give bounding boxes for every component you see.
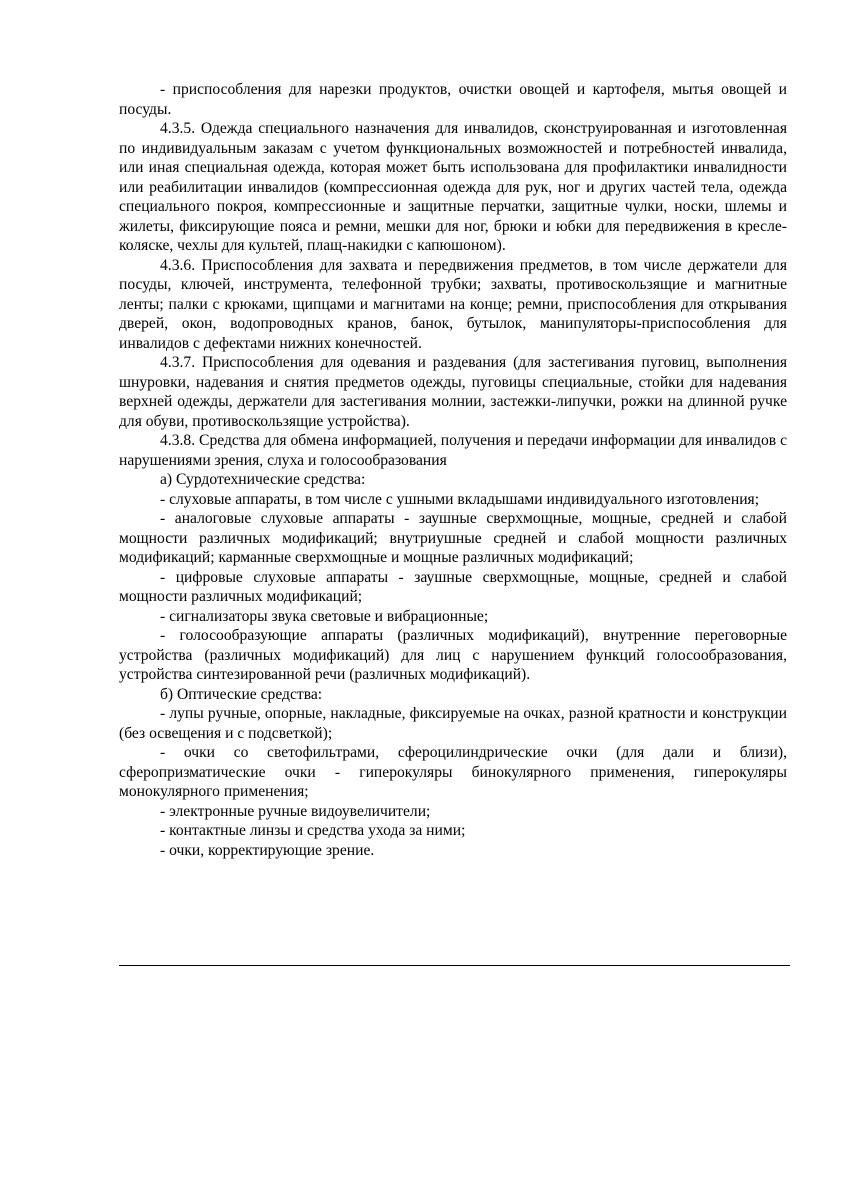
paragraph-magnifiers: - лупы ручные, опорные, накладные, фиксируемые на очках, разной кратности и конструкции (без освещения и с подсветкой);: [119, 705, 787, 742]
paragraph-surdotechnical-heading: а) Сурдотехнические средства:: [160, 471, 366, 488]
paragraph-voice-devices: - голосообразующие аппараты (различных модификаций), внутренние переговорные устройства (различных модификаций) для лиц с нарушением функций голосообразования, устройства синтезированной речи (различных модификаций).: [119, 627, 787, 683]
paragraph-corrective-glasses: - очки, корректирующие зрение.: [160, 841, 375, 859]
paragraph-hearing-aids: - слуховые аппараты, в том числе с ушными вкладышами индивидуального изготовления;: [160, 490, 760, 508]
paragraph-digital-hearing-aids: - цифровые слуховые аппараты - заушные сверхмощные, мощные, средней и слабой мощности различных модификаций;: [119, 568, 787, 605]
paragraph-4-3-5: 4.3.5. Одежда специального назначения для инвалидов, сконструированная и изготовленная по индивидуальным заказам с учетом функциональных возможностей и потребностей инвалида, или иная специальная одежда, которая может быть использована для профилактики инвалидности или реабилитации инвалидов (компрессионная одежда для рук, ног и других частей тела, одежда специального покроя, компрессионные и защитные перчатки, защитные чулки, носки, шлемы и жилеты, фиксирующие пояса и ремни, мешки для ног, брюки и юбки для передвижения в кресле-коляске, чехлы для культей, плащ-накидки с капюшоном).: [119, 120, 787, 254]
paragraph-contact-lenses: - контактные линзы и средства ухода за ними;: [160, 822, 466, 839]
paragraph-optical-heading: б) Оптические средства:: [160, 685, 323, 703]
footer-divider: [119, 965, 790, 966]
paragraph-signalers: - сигнализаторы звука световые и вибрационные;: [160, 607, 489, 625]
document-body: [119, 80, 787, 860]
paragraph-video-magnifiers: - электронные ручные видоувеличители;: [160, 802, 431, 820]
paragraph-special-glasses: - очки со светофильтрами, сфероцилиндрические очки (для дали и близи), сферопризматические очки - гиперокуляры бинокулярного применения, гиперокуляры монокулярного применения;: [119, 744, 787, 800]
paragraph-kitchen-aids: - приспособления для нарезки продуктов, очистки овощей и картофеля, мытья овощей и посуды.: [119, 81, 787, 118]
paragraph-4-3-6: 4.3.6. Приспособления для захвата и передвижения предметов, в том числе держатели для посуды, ключей, инструмента, телефонной трубки; захваты, противоскользящие и магнитные ленты; палки с крюками, щипцами и магнитами на конце; ремни, приспособления для открывания дверей, окон, водопроводных кранов, банок, бутылок, манипуляторы-приспособления для инвалидов с дефектами нижних конечностей.: [119, 256, 787, 352]
paragraph-4-3-7: 4.3.7. Приспособления для одевания и раздевания (для застегивания пуговиц, выполнения шнуровки, надевания и снятия предметов одежды, пуговицы специальные, стойки для надевания верхней одежды, держатели для застегивания молнии, застежки-липучки, рожки на длинной ручке для обуви, противоскользящие устройства).: [119, 354, 787, 430]
paragraph-analog-hearing-aids: - аналоговые слуховые аппараты - заушные сверхмощные, мощные, средней и слабой мощности различных модификаций; внутриушные средней и слабой мощности различных модификаций; карманные сверхмощные и мощные различных модификаций;: [119, 510, 787, 566]
paragraph-4-3-8: 4.3.8. Средства для обмена информацией, получения и передачи информации для инвалидов с нарушениями зрения, слуха и голосообразования: [119, 432, 787, 469]
